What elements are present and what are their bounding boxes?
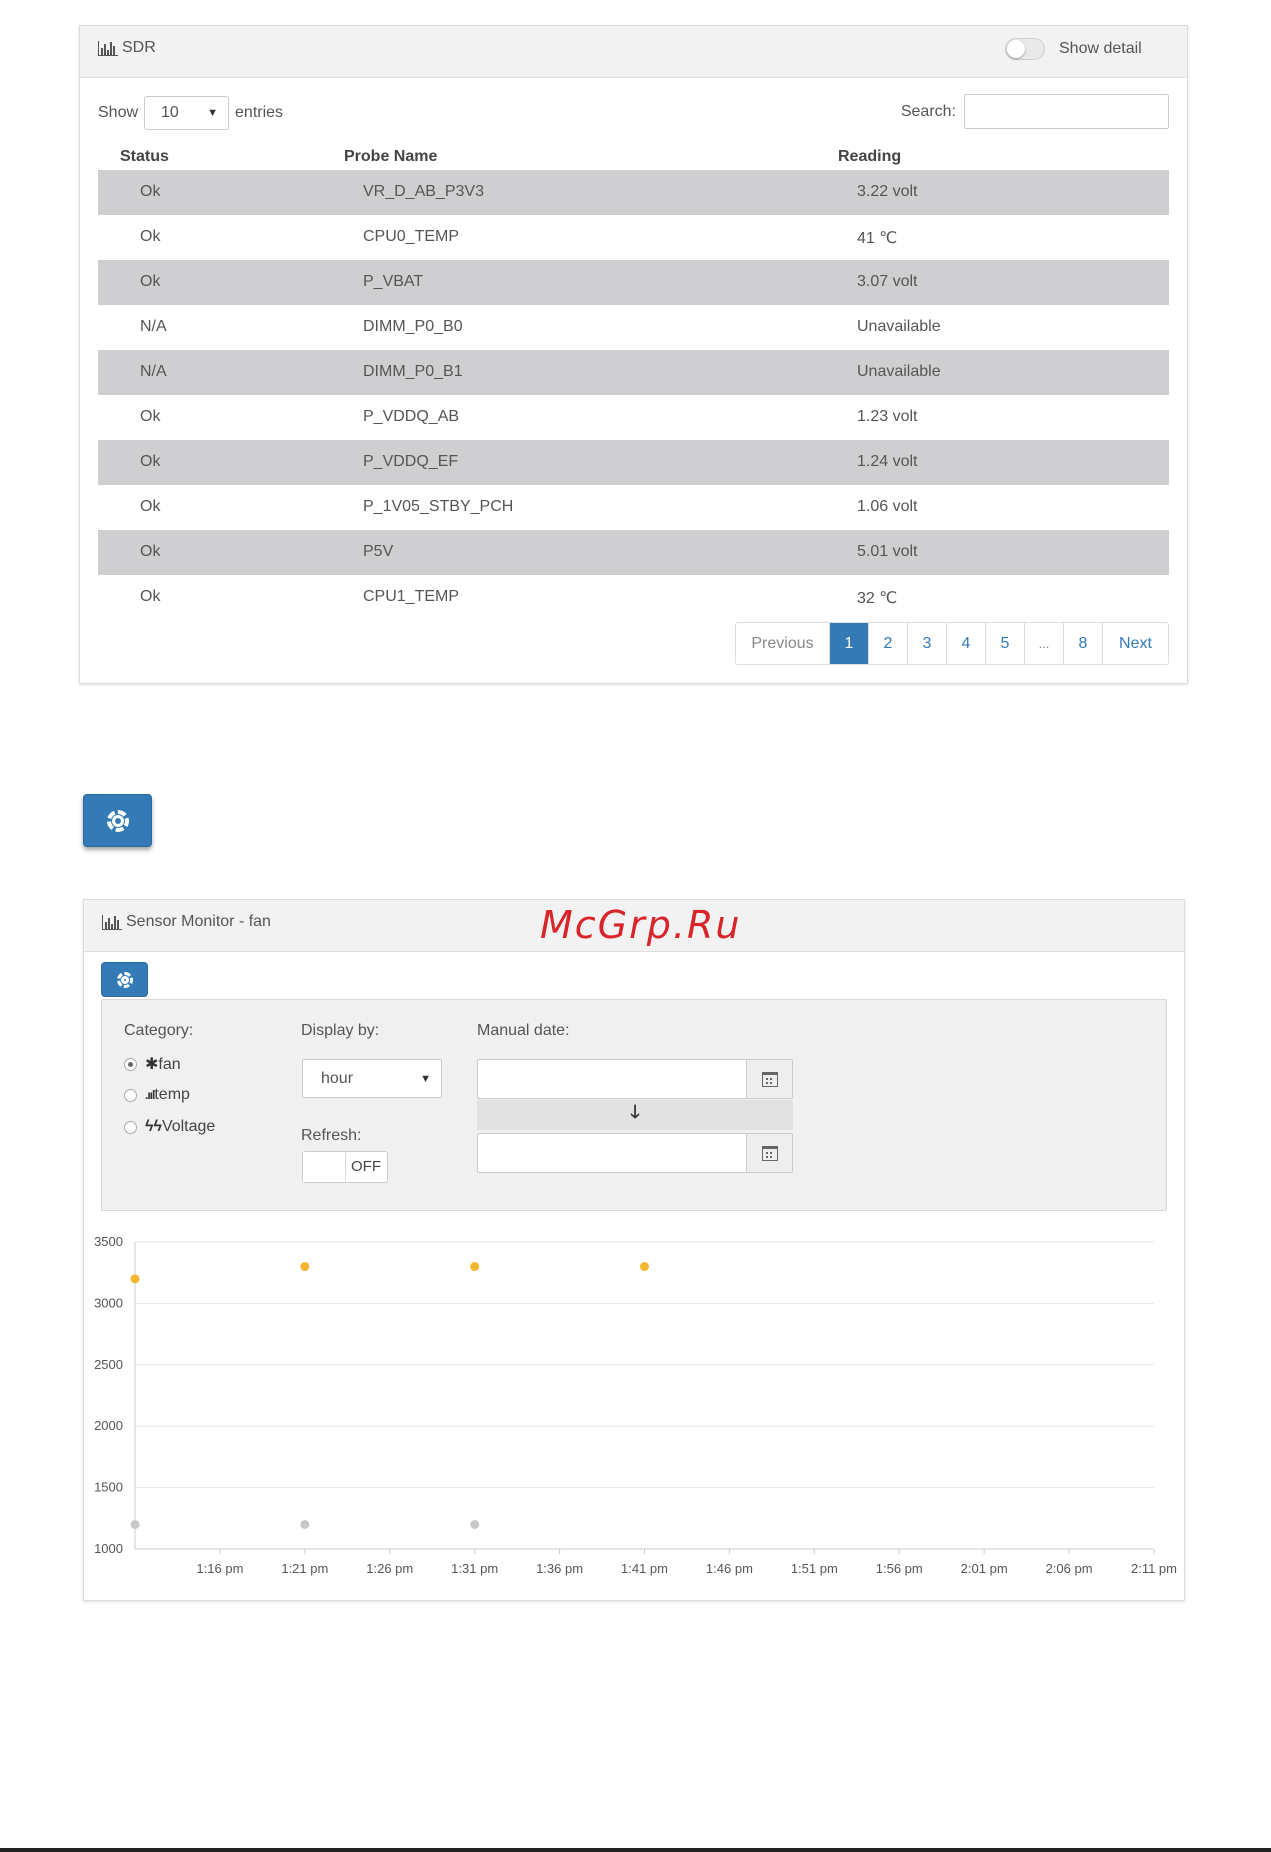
sdr-table-body	[98, 170, 1169, 620]
x-tick-label: 1:51 pm	[790, 1561, 838, 1576]
row-reading: 1.23 volt	[857, 408, 918, 425]
radio-fan[interactable]	[124, 1058, 137, 1071]
refresh-label: Refresh:	[301, 1127, 362, 1144]
data-point	[470, 1262, 479, 1271]
manual-date-label: Manual date:	[477, 1022, 570, 1039]
refresh-state: OFF	[351, 1158, 381, 1175]
show-label: Show	[98, 104, 139, 121]
column-status[interactable]: Status	[120, 148, 169, 165]
date-from-group	[477, 1059, 793, 1099]
search-label: Search:	[900, 102, 956, 120]
row-reading: Unavailable	[857, 318, 941, 335]
row-probe-name: P_VDDQ_AB	[363, 408, 460, 425]
sensor-controls	[101, 999, 1167, 1211]
date-to-group	[477, 1133, 793, 1173]
search-input[interactable]	[964, 94, 1169, 129]
sensor-monitor-panel	[83, 899, 1185, 1601]
category-fan-label: fan	[158, 1056, 181, 1073]
row-reading: 3.07 volt	[857, 273, 918, 290]
caret-down-icon: ▼	[420, 1072, 431, 1085]
table-row	[98, 485, 1169, 530]
column-probe-name[interactable]: Probe Name	[344, 148, 438, 165]
data-point	[131, 1520, 140, 1529]
date-to-input[interactable]	[478, 1134, 746, 1172]
sensor-panel-title	[102, 913, 271, 931]
y-tick-label: 1000	[94, 1541, 123, 1556]
x-tick-label: 1:31 pm	[451, 1561, 499, 1576]
row-status: Ok	[140, 543, 161, 560]
row-probe-name: P5V	[363, 543, 394, 560]
row-status: Ok	[140, 498, 161, 515]
previous-page-button[interactable]: Previous	[736, 623, 829, 664]
show-detail-label: Show detail	[1059, 40, 1142, 57]
category-option-temp[interactable]	[124, 1086, 190, 1104]
category-label: Category:	[124, 1022, 194, 1039]
pagination	[735, 622, 1169, 665]
show-detail-toggle[interactable]	[1005, 38, 1045, 60]
row-probe-name: P_VDDQ_EF	[363, 453, 459, 470]
page-button-8[interactable]: 8	[1063, 623, 1102, 664]
table-row	[98, 305, 1169, 350]
bolt-icon: ϟϟ	[145, 1118, 162, 1135]
row-status: Ok	[140, 183, 161, 200]
calendar-icon	[762, 1072, 778, 1087]
signal-bars-icon: .ııl	[145, 1088, 155, 1102]
y-tick-label: 3000	[94, 1295, 123, 1311]
sensor-title-text: Sensor Monitor - fan	[126, 913, 271, 930]
row-probe-name: P_1V05_STBY_PCH	[363, 498, 514, 515]
chart-settings-button[interactable]	[101, 962, 148, 997]
x-tick-label: 1:16 pm	[196, 1561, 244, 1576]
page-button-5[interactable]: 5	[985, 623, 1024, 664]
y-tick-label: 1500	[94, 1479, 123, 1495]
page-button-4[interactable]: 4	[946, 623, 985, 664]
calendar-icon	[762, 1146, 778, 1161]
table-row	[98, 395, 1169, 440]
row-probe-name: CPU1_TEMP	[363, 588, 460, 605]
y-tick-label: 2000	[94, 1418, 123, 1434]
x-tick-label: 1:56 pm	[875, 1561, 923, 1576]
row-reading: 5.01 volt	[857, 543, 918, 560]
table-row	[98, 440, 1169, 485]
entries-label: entries	[235, 104, 284, 121]
table-row	[98, 170, 1169, 215]
table-row	[98, 575, 1169, 620]
page-bottom-rule	[0, 1848, 1271, 1852]
bar-chart-icon	[98, 41, 118, 56]
x-tick-label: 1:46 pm	[705, 1561, 753, 1576]
table-header	[98, 144, 1169, 170]
x-tick-label: 2:06 pm	[1045, 1561, 1093, 1576]
data-point	[131, 1274, 140, 1283]
page-button-1[interactable]: 1	[829, 623, 868, 664]
gear-icon	[117, 972, 133, 988]
x-tick-label: 1:21 pm	[281, 1561, 329, 1576]
category-option-fan[interactable]	[124, 1054, 181, 1074]
row-reading: 1.24 volt	[857, 453, 918, 470]
row-reading: 32 ℃	[857, 590, 898, 607]
date-from-calendar-button[interactable]	[746, 1060, 792, 1098]
x-tick-label: 1:36 pm	[536, 1561, 584, 1576]
row-reading: Unavailable	[857, 363, 941, 380]
pagination-ellipsis: ...	[1024, 623, 1063, 664]
row-reading: 1.06 volt	[857, 498, 918, 515]
data-point	[640, 1262, 649, 1271]
sdr-panel	[79, 25, 1188, 684]
sensor-chart	[84, 1230, 1184, 1600]
x-tick-label: 1:26 pm	[366, 1561, 414, 1576]
row-status: Ok	[140, 588, 161, 605]
sdr-panel-title	[98, 39, 156, 57]
search-control	[901, 94, 1169, 129]
row-probe-name: VR_D_AB_P3V3	[363, 183, 484, 200]
category-option-voltage[interactable]	[124, 1118, 215, 1136]
row-status: Ok	[140, 228, 161, 245]
asterisk-icon: ✱	[145, 1056, 159, 1073]
data-point	[300, 1262, 309, 1271]
table-row	[98, 260, 1169, 305]
gear-icon	[107, 810, 129, 832]
row-reading: 41 ℃	[857, 230, 898, 247]
column-reading[interactable]: Reading	[838, 148, 902, 165]
x-tick-label: 2:11 pm	[1130, 1561, 1178, 1576]
page-button-3[interactable]: 3	[907, 623, 946, 664]
row-status: N/A	[140, 318, 167, 335]
table-row	[98, 215, 1169, 260]
refresh-switch-knob[interactable]	[303, 1152, 346, 1182]
date-from-input[interactable]	[478, 1060, 746, 1098]
category-voltage-label: Voltage	[161, 1118, 216, 1135]
refresh-switch[interactable]	[302, 1151, 388, 1183]
display-by-value: hour	[321, 1069, 354, 1087]
date-to-calendar-button[interactable]	[746, 1134, 792, 1172]
row-reading: 3.22 volt	[857, 183, 918, 200]
watermark: McGrp.Ru	[540, 903, 742, 947]
row-status: Ok	[140, 408, 161, 425]
x-tick-label: 1:41 pm	[621, 1561, 668, 1576]
next-page-button[interactable]: Next	[1102, 623, 1168, 664]
data-point	[470, 1520, 479, 1529]
sdr-title-text: SDR	[122, 39, 156, 56]
radio-voltage[interactable]	[124, 1121, 137, 1134]
row-status: Ok	[140, 273, 161, 290]
entries-select[interactable]	[144, 96, 229, 130]
sdr-panel-header	[80, 26, 1187, 78]
entries-value: 10	[161, 104, 179, 121]
row-status: N/A	[140, 363, 167, 380]
display-by-select[interactable]	[302, 1059, 442, 1098]
display-by-label: Display by:	[301, 1022, 380, 1039]
row-status: Ok	[140, 453, 161, 470]
x-tick-label: 2:01 pm	[960, 1561, 1008, 1576]
entries-control	[98, 96, 283, 130]
settings-button[interactable]	[83, 794, 152, 847]
category-temp-label: temp	[154, 1086, 190, 1103]
row-probe-name: CPU0_TEMP	[363, 228, 460, 245]
bar-chart-icon	[102, 915, 122, 930]
arrow-down-icon: 🡓	[477, 1100, 793, 1130]
y-tick-label: 3500	[94, 1234, 123, 1249]
page-button-2[interactable]: 2	[868, 623, 907, 664]
data-point	[300, 1520, 309, 1529]
row-probe-name: P_VBAT	[363, 273, 424, 290]
table-row	[98, 530, 1169, 575]
radio-temp[interactable]	[124, 1089, 137, 1102]
caret-down-icon: ▼	[207, 107, 219, 119]
row-probe-name: DIMM_P0_B0	[363, 318, 463, 335]
table-row	[98, 350, 1169, 395]
y-tick-label: 2500	[94, 1356, 123, 1372]
row-probe-name: DIMM_P0_B1	[363, 363, 463, 380]
